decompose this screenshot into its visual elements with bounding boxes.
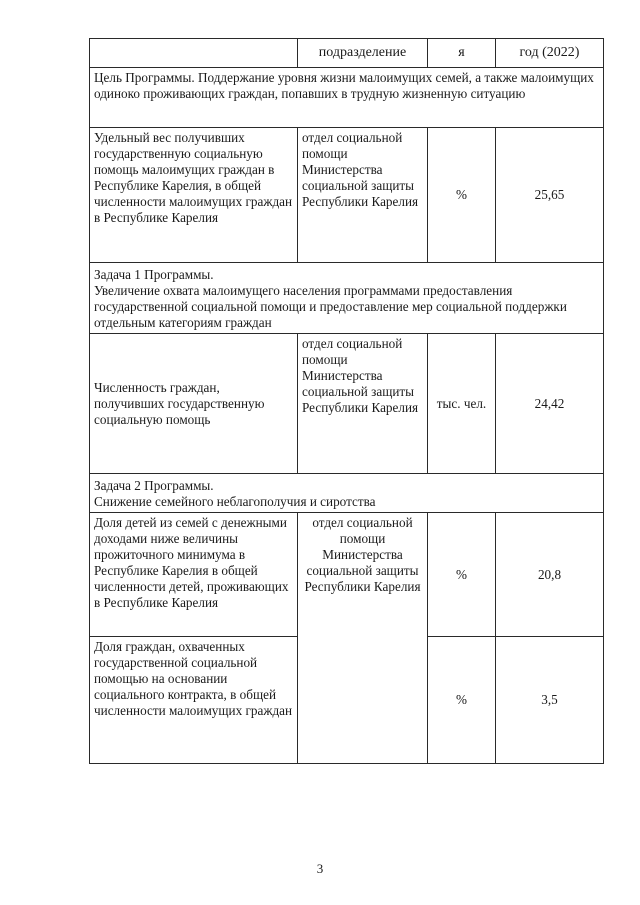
table-row: [90, 128, 604, 263]
goal-text: Цель Программы. Поддержание уровня жизни малоимущих семей, а также малоимущих одиноко проживающих граждан, попавших в трудную жизненную ситуацию: [90, 68, 604, 128]
value-cell: 20,8: [496, 513, 604, 637]
goal-row: [90, 68, 604, 128]
task2-title: Задача 2 Программы.: [94, 478, 214, 493]
task2-text: Снижение семейного неблагополучия и сиротства: [94, 494, 376, 509]
value-cell: 24,42: [496, 334, 604, 474]
unit-cell: %: [428, 637, 496, 764]
value-cell: 3,5: [496, 637, 604, 764]
department-cell: отдел социальной помощи Министерства социальной защиты Республики Карелия: [298, 128, 428, 263]
indicator-cell: Доля детей из семей с денежными доходами ниже величины прожиточного минимума в Республике Карелия в общей численности детей, проживающих в Республике Карелия: [90, 513, 298, 637]
department-cell: отдел социальной помощи Министерства социальной защиты Республики Карелия: [298, 334, 428, 474]
task1-title: Задача 1 Программы.: [94, 267, 214, 282]
unit-cell: %: [428, 513, 496, 637]
task2-cell: [90, 474, 604, 513]
table-row: [90, 334, 604, 474]
table-row: [90, 513, 604, 637]
indicator-cell: Удельный вес получивших государственную социальную помощь малоимущих граждан в Республике Карелия, в общей численности малоимущих граждан в Республике Карелия: [90, 128, 298, 263]
page-number: 3: [316, 861, 324, 876]
unit-cell: тыс. чел.: [428, 334, 496, 474]
task-row: [90, 263, 604, 334]
table-header-row: [90, 39, 604, 68]
indicator-cell: Численность граждан, получивших государственную социальную помощь: [90, 334, 298, 474]
task1-cell: [90, 263, 604, 334]
value-cell: 25,65: [496, 128, 604, 263]
header-cell-unit: я: [428, 39, 496, 68]
indicator-cell: Доля граждан, охваченных государственной социальной помощью на основании социального контракта, в общей численности малоимущих граждан: [90, 637, 298, 764]
task-row: [90, 474, 604, 513]
unit-cell: %: [428, 128, 496, 263]
header-cell-indicator: [90, 39, 298, 68]
task1-text: Увеличение охвата малоимущего населения программами предоставления государственной социальной помощи и предоставление мер социальной поддержки отдельным категориям граждан: [94, 283, 567, 330]
department-cell: отдел социальной помощи Министерства социальной защиты Республики Карелия: [298, 513, 428, 764]
header-cell-year: год (2022): [496, 39, 604, 68]
header-cell-department: подразделение: [298, 39, 428, 68]
indicators-table: [89, 38, 604, 764]
